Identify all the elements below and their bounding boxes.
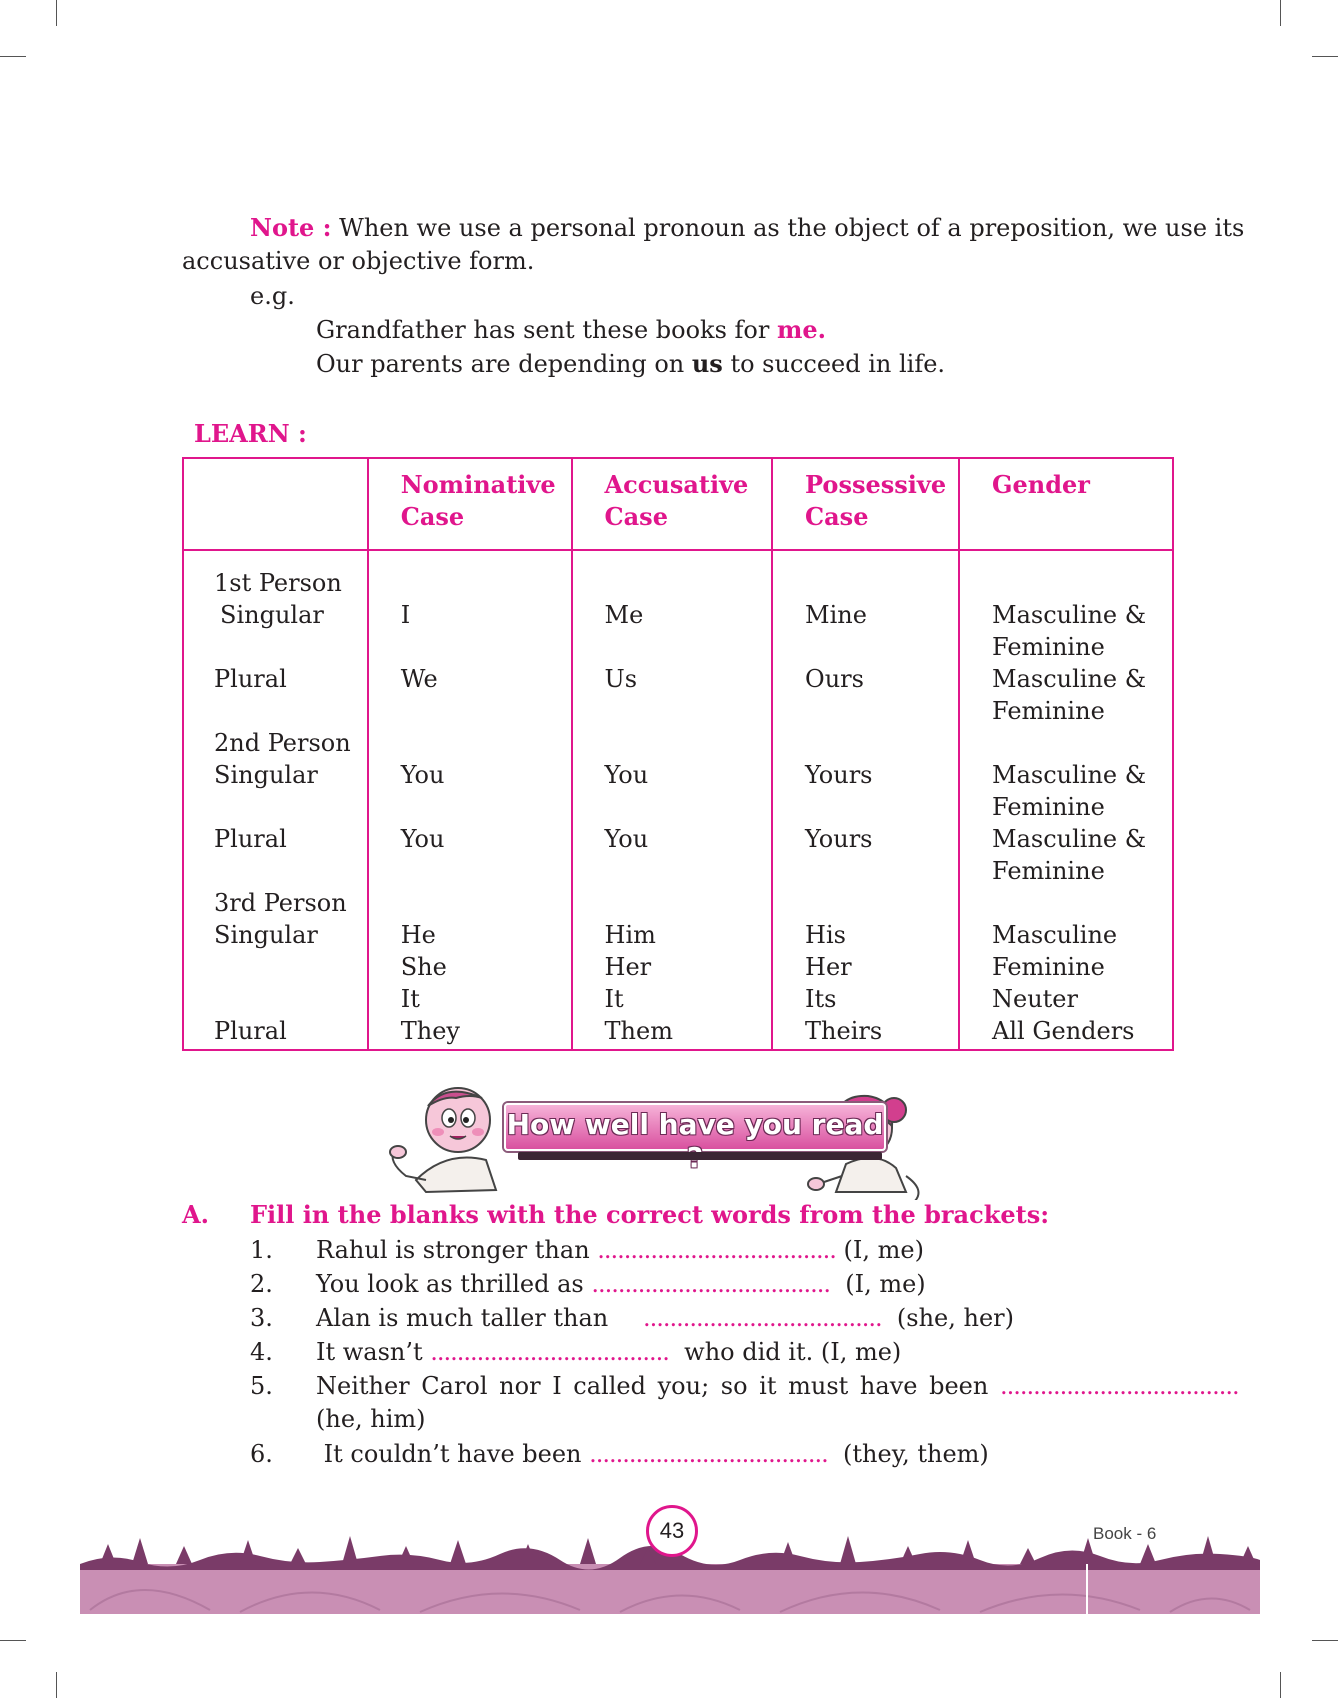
gender-value: Masculine & Feminine <box>992 825 1147 885</box>
example-2-text: Our parents are depending on <box>316 350 692 378</box>
exercise-item <box>316 1370 1239 1402</box>
pos-value: Mine <box>805 601 867 629</box>
nom-value: He <box>400 921 436 949</box>
pos-cell <box>772 727 959 823</box>
answer-blank[interactable]: .................................... <box>589 1440 828 1468</box>
row-label <box>183 727 368 823</box>
gender-cell <box>959 663 1173 727</box>
note-text: When we use a personal pronoun as the object of a preposition, we use its <box>331 214 1245 242</box>
example-1 <box>316 314 826 346</box>
header-possessive: Possessive Case <box>772 458 959 550</box>
pos-cell <box>772 567 959 663</box>
number-label: Singular <box>214 761 318 789</box>
example-2-highlight: us <box>691 349 723 378</box>
gender-cell <box>959 887 1173 951</box>
item-text: It couldn’t have been <box>316 1440 590 1468</box>
exercise-item <box>316 1268 926 1300</box>
nom-value: I <box>400 601 411 629</box>
acc-value: You <box>572 823 773 887</box>
nom-value: They <box>368 1015 572 1050</box>
acc-cell <box>572 887 773 951</box>
exercise-item-number: 2. <box>250 1270 273 1298</box>
answer-blank[interactable]: .................................... <box>999 1372 1239 1400</box>
book-label: Book - 6 <box>1093 1524 1157 1543</box>
crop-mark <box>56 0 57 26</box>
banner-underline <box>518 1152 882 1160</box>
exercise-item <box>643 1302 1014 1334</box>
number-label <box>183 983 368 1015</box>
acc-value: You <box>604 761 649 789</box>
crop-mark <box>0 56 26 57</box>
item-text: Neither Carol nor I called you; so it must have been <box>316 1372 1000 1400</box>
number-label: Plural <box>183 1015 368 1050</box>
number-label <box>183 951 368 983</box>
nom-value: It <box>368 983 572 1015</box>
acc-cell <box>572 727 773 823</box>
pos-value: Theirs <box>772 1015 959 1050</box>
item-text: Rahul is stronger than <box>316 1236 598 1264</box>
section-banner <box>504 1103 886 1151</box>
note-line-2: accusative or objective form. <box>182 247 535 275</box>
exercise-item-number: 1. <box>250 1236 273 1264</box>
acc-value: Me <box>604 601 644 629</box>
gender-value: Feminine <box>959 951 1173 983</box>
gender-value: Masculine <box>992 921 1118 949</box>
answer-blank[interactable]: .................................... <box>591 1270 830 1298</box>
exercise-item <box>316 1336 901 1368</box>
table-header-row <box>183 458 1173 550</box>
pos-value: His <box>805 921 846 949</box>
item-text: It wasn’t <box>316 1338 431 1366</box>
exercise-item-number: 4. <box>250 1338 273 1366</box>
number-label: Singular <box>214 921 318 949</box>
nom-cell <box>368 727 572 823</box>
header-nominative: Nominative Case <box>368 458 572 550</box>
item-options: (I, me) <box>835 1236 924 1264</box>
gender-cell <box>959 567 1173 663</box>
exercise-item-number: 5. <box>250 1372 273 1400</box>
boy-illustration <box>390 1088 496 1192</box>
person-label: 3rd Person <box>214 889 347 917</box>
nom-value: You <box>368 823 572 887</box>
gender-cell <box>959 727 1173 823</box>
acc-cell <box>572 567 773 663</box>
gender-value: Masculine & Feminine <box>992 665 1147 725</box>
row-label <box>183 567 368 663</box>
answer-blank[interactable]: .................................... <box>643 1304 882 1332</box>
number-label: Singular <box>220 601 324 629</box>
nom-value: We <box>368 663 572 727</box>
number-label: Plural <box>183 823 368 887</box>
answer-blank[interactable]: .................................... <box>597 1236 836 1264</box>
pronoun-table <box>182 457 1174 1051</box>
nom-value: She <box>368 951 572 983</box>
item-options: who did it. (I, me) <box>668 1338 902 1366</box>
acc-value: Them <box>572 1015 773 1050</box>
pos-value: Yours <box>772 823 959 887</box>
pos-value: Yours <box>805 761 873 789</box>
header-gender: Gender <box>959 458 1173 550</box>
gender-value: Masculine & Feminine <box>992 761 1147 821</box>
item-options: (they, them) <box>827 1440 989 1468</box>
banner-title: How well have you read <box>506 1108 884 1141</box>
note-label: Note : <box>250 213 332 242</box>
item-text: You look as thrilled as <box>316 1270 592 1298</box>
acc-value: It <box>572 983 773 1015</box>
crop-mark <box>0 1640 26 1641</box>
person-label: 2nd Person <box>214 729 351 757</box>
gender-value: Neuter <box>959 983 1173 1015</box>
table-row <box>183 951 1173 983</box>
pos-value: Her <box>772 951 959 983</box>
learn-heading: LEARN : <box>194 419 307 448</box>
number-label: Plural <box>183 663 368 727</box>
header-empty <box>183 458 368 550</box>
acc-value: Her <box>572 951 773 983</box>
exercise-item-number: 6. <box>250 1440 273 1468</box>
pos-value: Its <box>772 983 959 1015</box>
exercise-letter: A. <box>182 1200 209 1229</box>
pos-cell <box>772 887 959 951</box>
item-options: (I, me) <box>829 1270 926 1298</box>
nom-value: You <box>400 761 445 789</box>
example-2-text-end: to succeed in life. <box>722 350 946 378</box>
acc-value: Him <box>604 921 656 949</box>
note-line-1 <box>250 212 1244 244</box>
example-2 <box>316 348 945 380</box>
crop-mark <box>56 1672 57 1698</box>
acc-value: Us <box>572 663 773 727</box>
gender-cell <box>959 823 1173 887</box>
table-row <box>183 983 1173 1015</box>
table-row <box>183 1015 1173 1050</box>
person-label: 1st Person <box>214 569 342 597</box>
row-label <box>183 887 368 951</box>
crop-mark <box>1280 0 1281 26</box>
table-row <box>183 663 1173 727</box>
example-1-text: Grandfather has sent these books for <box>316 316 777 344</box>
item-options: (he, him) <box>316 1405 426 1433</box>
nom-cell <box>368 567 572 663</box>
header-accusative: Accusative Case <box>572 458 773 550</box>
exercise-item-number: 3. <box>250 1304 273 1332</box>
table-row <box>183 727 1173 823</box>
gender-value: Masculine & Feminine <box>992 601 1147 661</box>
example-1-highlight: me. <box>776 315 826 344</box>
table-row <box>183 823 1173 887</box>
exercise-item <box>316 1438 989 1470</box>
page-number: 43 <box>646 1505 698 1557</box>
table-row <box>183 567 1173 663</box>
item-options: (she, her) <box>881 1304 1014 1332</box>
crop-mark <box>1312 1640 1338 1641</box>
item-text: Alan is much taller than <box>316 1304 609 1332</box>
exercise-instruction: Fill in the blanks with the correct words from the brackets: <box>250 1200 1050 1229</box>
gender-value: All Genders <box>959 1015 1173 1050</box>
crop-mark <box>1280 1672 1281 1698</box>
eg-label: e.g. <box>250 282 295 310</box>
exercise-item <box>316 1234 924 1266</box>
pos-value: Ours <box>772 663 959 727</box>
answer-blank[interactable]: .................................... <box>430 1338 669 1366</box>
crop-mark <box>1312 56 1338 57</box>
table-row <box>183 887 1173 951</box>
nom-cell <box>368 887 572 951</box>
